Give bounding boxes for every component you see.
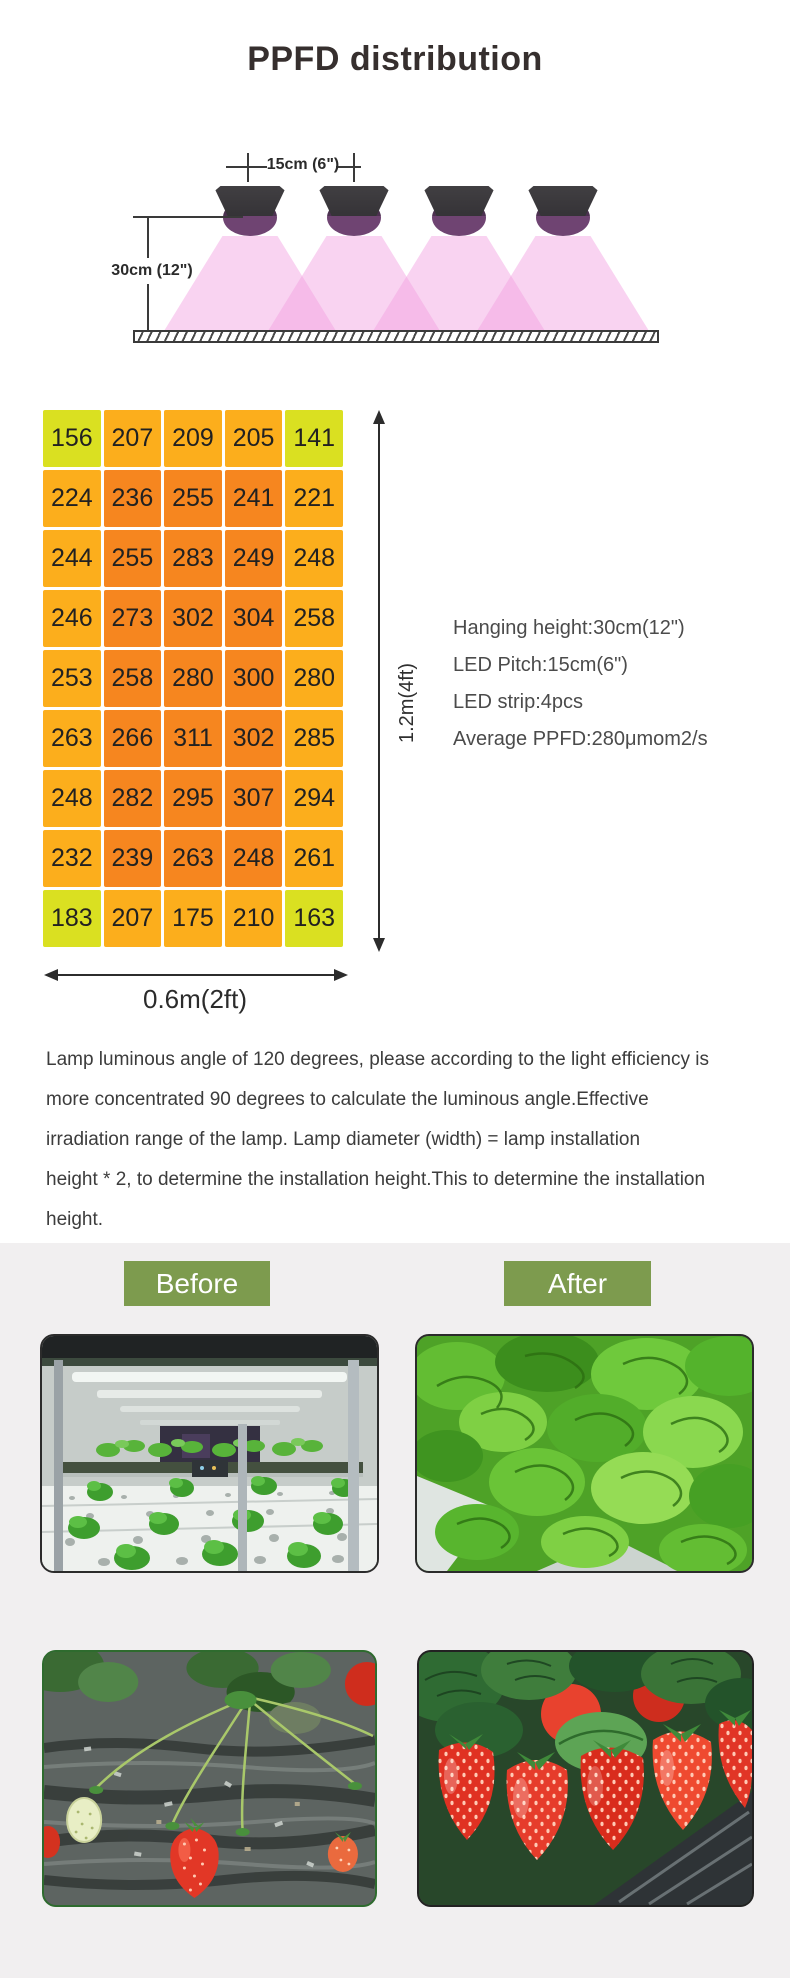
heatmap-cell: 210 xyxy=(225,890,283,947)
photo-before-lettuce xyxy=(40,1334,379,1573)
photo-after-lettuce xyxy=(415,1334,754,1573)
heatmap-cell: 183 xyxy=(43,890,101,947)
pitch-line-left xyxy=(226,166,267,168)
heatmap-cell: 302 xyxy=(164,590,222,647)
height-line-lower xyxy=(147,284,149,330)
heatmap-cell: 294 xyxy=(285,770,343,827)
description-line: height. xyxy=(46,1209,104,1230)
heatmap-cell: 209 xyxy=(164,410,222,467)
heatmap-cell: 302 xyxy=(225,710,283,767)
heatmap-cell: 248 xyxy=(285,530,343,587)
heatmap-cell: 232 xyxy=(43,830,101,887)
heatmap-cell: 258 xyxy=(285,590,343,647)
vertical-extent-label: 1.2m(4ft) xyxy=(396,662,418,744)
description-line: Lamp luminous angle of 120 degrees, please according to the light efficiency is xyxy=(46,1049,709,1070)
heatmap-cell: 280 xyxy=(285,650,343,707)
photo-before-strawberry xyxy=(42,1650,377,1907)
heatmap-cell: 307 xyxy=(225,770,283,827)
ground-plane xyxy=(133,330,659,343)
grow-lamp-icon xyxy=(527,186,599,238)
heatmap-cell: 304 xyxy=(225,590,283,647)
heatmap-cell: 163 xyxy=(285,890,343,947)
ripe-strawberries-illustration xyxy=(419,1652,752,1905)
ppfd-heatmap-table xyxy=(43,410,343,947)
heatmap-cell: 248 xyxy=(225,830,283,887)
heatmap-cell: 241 xyxy=(225,470,283,527)
heatmap-cell: 300 xyxy=(225,650,283,707)
heatmap-cell: 249 xyxy=(225,530,283,587)
heatmap-cell: 156 xyxy=(43,410,101,467)
heatmap-cell: 248 xyxy=(43,770,101,827)
after-badge: After xyxy=(504,1261,651,1306)
height-line-upper xyxy=(147,216,149,258)
heatmap-cell: 258 xyxy=(104,650,162,707)
heatmap-cell: 295 xyxy=(164,770,222,827)
heatmap-cell: 263 xyxy=(164,830,222,887)
heatmap-cell: 175 xyxy=(164,890,222,947)
photo-after-strawberry xyxy=(417,1650,754,1907)
heatmap-cell: 263 xyxy=(43,710,101,767)
vertical-extent-arrow xyxy=(370,410,388,952)
before-badge: Before xyxy=(124,1261,270,1306)
heatmap-cell: 141 xyxy=(285,410,343,467)
grow-lamp-icon xyxy=(318,186,390,238)
heatmap-cell: 246 xyxy=(43,590,101,647)
heatmap-cell: 207 xyxy=(104,890,162,947)
description-line: height * 2, to determine the installation height.This to determine the installation xyxy=(46,1169,706,1190)
description-line: more concentrated 90 degrees to calculate the luminous angle.Effective xyxy=(46,1089,649,1110)
heatmap-cell: 255 xyxy=(164,470,222,527)
heatmap-cell: 282 xyxy=(104,770,162,827)
page-title: PPFD distribution xyxy=(247,40,543,78)
heatmap-cell: 285 xyxy=(285,710,343,767)
heatmap-cell: 311 xyxy=(164,710,222,767)
heatmap-cell: 236 xyxy=(104,470,162,527)
horizontal-extent-arrow xyxy=(44,966,348,984)
heatmap-cell: 239 xyxy=(104,830,162,887)
heatmap-cell: 221 xyxy=(285,470,343,527)
spec-list xyxy=(453,610,773,758)
heatmap-cell: 266 xyxy=(104,710,162,767)
description-line: irradiation range of the lamp. Lamp diameter (width) = lamp installation xyxy=(46,1129,641,1150)
spec-led-pitch: LED Pitch:15cm(6") xyxy=(453,654,628,676)
heatmap-cell: 261 xyxy=(285,830,343,887)
description-paragraph xyxy=(46,1040,758,1240)
heatmap-cell: 280 xyxy=(164,650,222,707)
mature-lettuce-illustration xyxy=(417,1336,752,1571)
heatmap-cell: 273 xyxy=(104,590,162,647)
spec-hanging-height: Hanging height:30cm(12") xyxy=(453,617,685,639)
heatmap-cell: 205 xyxy=(225,410,283,467)
spec-average-ppfd: Average PPFD:280μmom2/s xyxy=(453,728,708,750)
strawberry-plant-illustration xyxy=(44,1652,375,1905)
horizontal-extent-label: 0.6m(2ft) xyxy=(142,984,248,1014)
heatmap-cell: 255 xyxy=(104,530,162,587)
grow-lamp-icon xyxy=(214,186,286,238)
spec-led-strip: LED strip:4pcs xyxy=(453,691,584,713)
grow-lamp-icon xyxy=(423,186,495,238)
height-ref-line xyxy=(133,216,243,218)
hydroponic-rack-illustration xyxy=(42,1336,377,1571)
heatmap-cell: 224 xyxy=(43,470,101,527)
heatmap-cell: 253 xyxy=(43,650,101,707)
height-dimension-label: 30cm (12") xyxy=(111,262,193,279)
heatmap-cell: 244 xyxy=(43,530,101,587)
heatmap-cell: 283 xyxy=(164,530,222,587)
pitch-dimension-label: 15cm (6") xyxy=(266,156,340,173)
heatmap-cell: 207 xyxy=(104,410,162,467)
